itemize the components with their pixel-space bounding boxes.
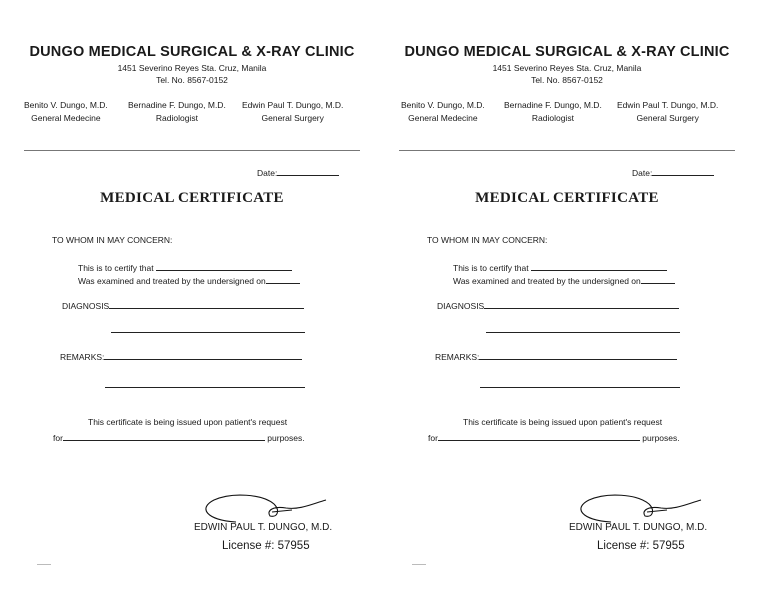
doctor-name: Benito V. Dungo, M.D. <box>24 100 108 110</box>
certify-label: This is to certify that <box>78 263 154 273</box>
purposes-label: purposes. <box>642 433 680 443</box>
clinic-address: 1451 Severino Reyes Sta. Cruz, Manila <box>117 63 267 73</box>
doctor-specialty: Radiologist <box>531 113 574 123</box>
doctor-specialty: Radiologist <box>155 113 198 123</box>
patient-name-field[interactable] <box>78 261 292 273</box>
patient-name-blank[interactable] <box>156 261 292 271</box>
remarks-label: REMARKS: <box>435 352 480 362</box>
diagnosis-blank[interactable] <box>109 299 304 309</box>
purpose-field[interactable] <box>428 431 680 443</box>
exam-date-blank[interactable] <box>266 274 300 284</box>
purpose-blank[interactable] <box>63 431 265 441</box>
doctor-block-benito <box>24 99 108 125</box>
patient-name-blank[interactable] <box>531 261 667 271</box>
purpose-blank[interactable] <box>438 431 640 441</box>
remarks-blank[interactable] <box>104 350 302 360</box>
salutation: TO WHOM IN MAY CONCERN: <box>427 235 548 245</box>
remarks-blank-2[interactable] <box>105 387 305 388</box>
doctor-block-edwin <box>242 99 343 125</box>
clinic-telephone: Tel. No. 8567-0152 <box>531 75 603 85</box>
purposes-label: purposes. <box>267 433 305 443</box>
for-label: for <box>53 433 63 443</box>
examined-label: Was examined and treated by the undersigned on <box>78 276 266 286</box>
signatory-name: EDWIN PAUL T. DUNGO, M.D. <box>194 522 333 533</box>
certificate-title: MEDICAL CERTIFICATE <box>475 190 659 206</box>
diagnosis-blank[interactable] <box>484 299 679 309</box>
for-label: for <box>428 433 438 443</box>
diagnosis-blank-2[interactable] <box>486 332 680 333</box>
doctor-block-edwin <box>617 99 718 125</box>
doctor-name: Benito V. Dungo, M.D. <box>401 100 485 110</box>
page-corner-mark <box>37 564 51 565</box>
doctor-name: Bernadine F. Dungo, M.D. <box>128 100 226 110</box>
date-field[interactable] <box>257 166 339 178</box>
examined-label: Was examined and treated by the undersigned on <box>453 276 641 286</box>
signatory-name: EDWIN PAUL T. DUNGO, M.D. <box>569 522 708 533</box>
page-corner-mark <box>412 564 426 565</box>
doctor-specialty: General Medecine <box>408 113 478 123</box>
diagnosis-field[interactable] <box>437 299 679 311</box>
medical-certificate-right <box>375 0 759 594</box>
doctor-block-bernadine <box>128 99 226 125</box>
issued-statement: This certificate is being issued upon patient's request <box>88 417 288 427</box>
doctor-block-bernadine <box>504 99 602 125</box>
clinic-address: 1451 Severino Reyes Sta. Cruz, Manila <box>492 63 642 73</box>
remarks-blank-2[interactable] <box>480 387 680 388</box>
header-divider <box>399 150 735 151</box>
purpose-field[interactable] <box>53 431 305 443</box>
doctor-name: Bernadine F. Dungo, M.D. <box>504 100 602 110</box>
clinic-name: DUNGO MEDICAL SURGICAL & X-RAY CLINIC <box>404 44 730 60</box>
date-label: Date: <box>632 168 653 178</box>
salutation: TO WHOM IN MAY CONCERN: <box>52 235 173 245</box>
doctor-block-benito <box>401 99 485 125</box>
exam-date-field[interactable] <box>78 274 300 286</box>
remarks-field[interactable] <box>60 350 302 362</box>
exam-date-blank[interactable] <box>641 274 675 284</box>
doctor-name: Edwin Paul T. Dungo, M.D. <box>617 100 719 110</box>
remarks-label: REMARKS: <box>60 352 105 362</box>
date-label: Date: <box>257 168 278 178</box>
date-blank[interactable] <box>277 166 339 176</box>
header-divider <box>24 150 360 151</box>
certificate-title: MEDICAL CERTIFICATE <box>100 190 284 206</box>
doctor-specialty: General Medecine <box>31 113 101 123</box>
patient-name-field[interactable] <box>453 261 667 273</box>
clinic-name: DUNGO MEDICAL SURGICAL & X-RAY CLINIC <box>29 44 355 60</box>
diagnosis-label: DIAGNOSIS <box>62 301 110 311</box>
remarks-blank[interactable] <box>479 350 677 360</box>
date-field[interactable] <box>632 166 714 178</box>
doctor-specialty: General Surgery <box>636 113 699 123</box>
diagnosis-blank-2[interactable] <box>111 332 305 333</box>
diagnosis-label: DIAGNOSIS <box>437 301 485 311</box>
certify-label: This is to certify that <box>453 263 529 273</box>
remarks-field[interactable] <box>435 350 677 362</box>
doctor-specialty: General Surgery <box>261 113 324 123</box>
issued-statement: This certificate is being issued upon patient's request <box>463 417 663 427</box>
clinic-telephone: Tel. No. 8567-0152 <box>156 75 228 85</box>
diagnosis-field[interactable] <box>62 299 304 311</box>
exam-date-field[interactable] <box>453 274 675 286</box>
license-number: License #: 57955 <box>597 540 685 552</box>
license-number: License #: 57955 <box>222 540 310 552</box>
doctor-name: Edwin Paul T. Dungo, M.D. <box>242 100 344 110</box>
date-blank[interactable] <box>652 166 714 176</box>
